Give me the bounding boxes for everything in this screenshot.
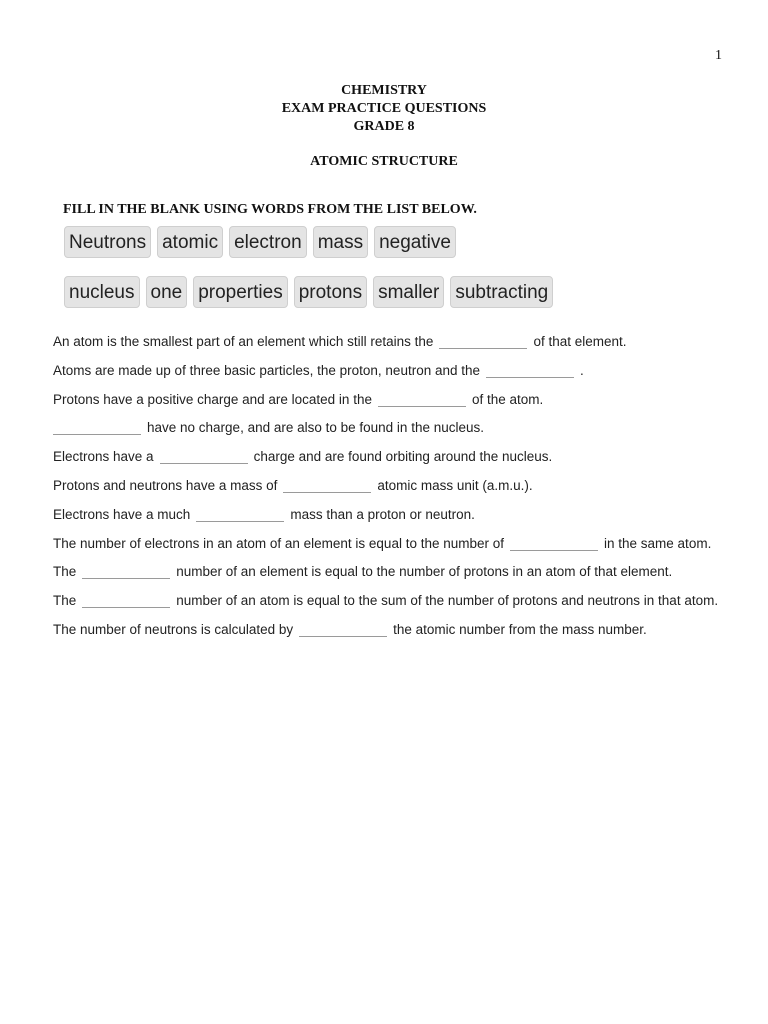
word-bank-row-1 bbox=[64, 226, 456, 258]
subtitle: EXAM PRACTICE QUESTIONS bbox=[281, 101, 487, 116]
question-text-after: charge and are found orbiting around the nucleus. bbox=[253, 449, 553, 465]
word-chip-mass[interactable]: mass bbox=[313, 226, 368, 258]
question-text-after: the atomic number from the mass number. bbox=[393, 621, 647, 637]
question-text-before: An atom is the smallest part of an element which still retains the bbox=[53, 334, 434, 349]
question-list bbox=[53, 331, 753, 648]
question-9 bbox=[53, 561, 753, 590]
instruction-text: FILL IN THE BLANK USING WORDS FROM THE LIST BELOW. bbox=[63, 202, 477, 217]
question-2 bbox=[53, 360, 753, 389]
answer-blank-3[interactable] bbox=[378, 390, 466, 407]
word-chip-subtracting[interactable]: subtracting bbox=[450, 276, 553, 308]
question-6 bbox=[53, 475, 753, 504]
question-text-after: . bbox=[580, 362, 584, 378]
document-header bbox=[0, 82, 768, 136]
word-bank-row-2 bbox=[64, 276, 553, 308]
word-chip-protons[interactable]: protons bbox=[294, 276, 367, 308]
word-chip-one[interactable]: one bbox=[146, 276, 188, 308]
answer-blank-11[interactable] bbox=[299, 620, 387, 637]
question-1 bbox=[53, 331, 753, 360]
word-chip-electron[interactable]: electron bbox=[229, 226, 307, 258]
subject-title: CHEMISTRY bbox=[341, 83, 427, 98]
answer-blank-6[interactable] bbox=[283, 476, 371, 493]
section-title: ATOMIC STRUCTURE bbox=[310, 154, 458, 169]
answer-blank-4[interactable] bbox=[53, 418, 141, 435]
question-text-after: atomic mass unit (a.m.u.). bbox=[377, 477, 533, 493]
question-10 bbox=[53, 590, 753, 619]
question-text-before: The bbox=[53, 564, 77, 580]
word-chip-neutrons[interactable]: Neutrons bbox=[64, 226, 151, 258]
question-text-before: Electrons have a much bbox=[53, 506, 191, 522]
word-chip-nucleus[interactable]: nucleus bbox=[64, 276, 140, 308]
question-3 bbox=[53, 389, 753, 418]
question-text-before: The number of neutrons is calculated by bbox=[53, 621, 294, 637]
question-text-after: of that element. bbox=[533, 334, 627, 349]
question-text-after: of the atom. bbox=[471, 391, 544, 407]
word-chip-smaller[interactable]: smaller bbox=[373, 276, 444, 308]
question-5 bbox=[53, 446, 753, 475]
word-chip-atomic[interactable]: atomic bbox=[157, 226, 223, 258]
question-text-before: Atoms are made up of three basic particles, the proton, neutron and the bbox=[53, 362, 481, 378]
word-chip-properties[interactable]: properties bbox=[193, 276, 288, 308]
page-number: 1 bbox=[715, 48, 722, 63]
question-11 bbox=[53, 619, 753, 648]
question-4 bbox=[53, 417, 753, 446]
question-text-before: Electrons have a bbox=[53, 449, 154, 465]
question-text-before: The number of electrons in an atom of an element is equal to the number of bbox=[53, 535, 505, 551]
question-text-after: have no charge, and are also to be found in the nucleus. bbox=[147, 420, 484, 436]
answer-blank-5[interactable] bbox=[160, 447, 248, 464]
answer-blank-8[interactable] bbox=[510, 534, 598, 551]
question-8 bbox=[53, 533, 753, 562]
question-text-after: number of an atom is equal to the sum of the number of protons and neutrons in that atom. bbox=[176, 593, 719, 609]
answer-blank-10[interactable] bbox=[82, 591, 170, 608]
grade-label: GRADE 8 bbox=[353, 119, 415, 134]
question-text-before: Protons and neutrons have a mass of bbox=[53, 477, 278, 493]
word-chip-negative[interactable]: negative bbox=[374, 226, 456, 258]
question-text-after: number of an element is equal to the number of protons in an atom of that element. bbox=[176, 564, 673, 580]
answer-blank-2[interactable] bbox=[486, 361, 574, 378]
question-text-before: Protons have a positive charge and are located in the bbox=[53, 391, 372, 407]
answer-blank-7[interactable] bbox=[196, 505, 284, 522]
answer-blank-9[interactable] bbox=[82, 562, 170, 579]
question-text-after: mass than a proton or neutron. bbox=[290, 506, 475, 522]
question-7 bbox=[53, 504, 753, 533]
answer-blank-1[interactable] bbox=[439, 332, 527, 349]
question-text-before: The bbox=[53, 593, 77, 609]
question-text-after: in the same atom. bbox=[604, 535, 712, 551]
